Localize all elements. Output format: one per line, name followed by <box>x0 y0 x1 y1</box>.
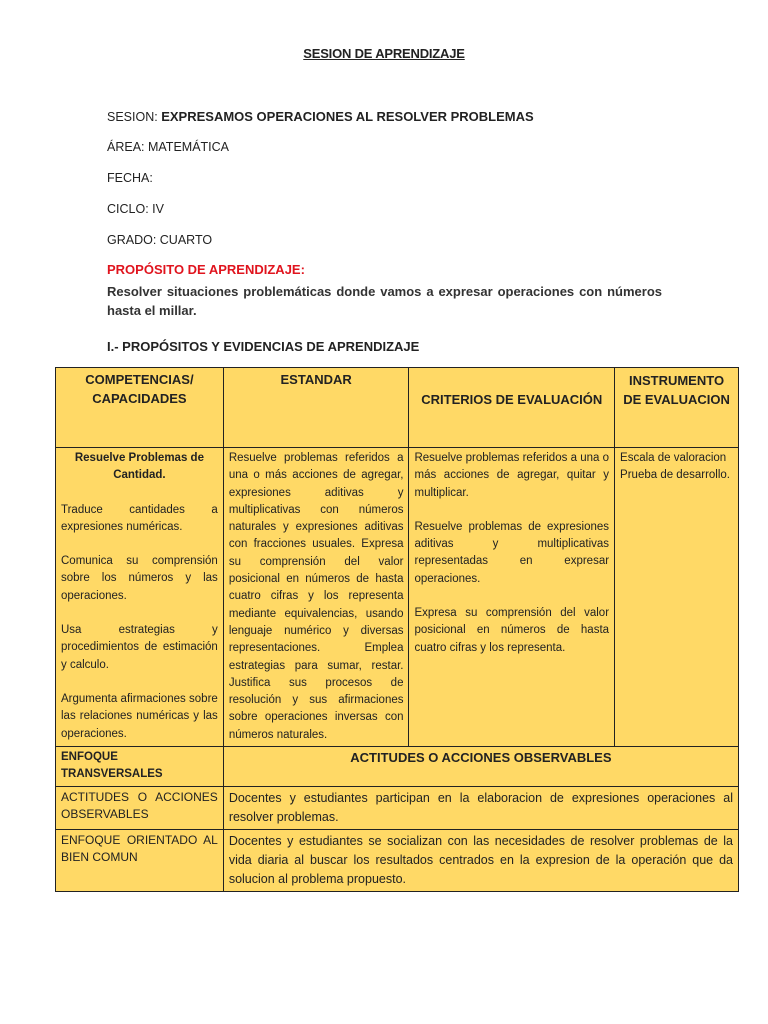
capacidad-item: Traduce cantidades a expresiones numéricas. <box>61 503 218 533</box>
instrumento-item: Prueba de desarrollo. <box>620 469 731 482</box>
table-row <box>56 448 739 747</box>
header-criterios: CRITERIOS DE EVALUACIÓN <box>409 368 615 448</box>
competencia-title: Resuelve Problemas de Cantidad. <box>74 452 204 482</box>
ciclo-line: CICLO: IV <box>107 202 164 216</box>
header-estandar: ESTANDAR <box>223 368 409 448</box>
sesion-line <box>107 109 534 124</box>
table-header-row <box>56 368 739 448</box>
capacidad-item: Argumenta afirmaciones sobre las relaciones numéricas y las operaciones. <box>61 692 218 740</box>
enfoque-text: Docentes y estudiantes participan en la elaboracion de expresiones operaciones al resolver problemas. <box>223 786 738 829</box>
fecha-line: FECHA: <box>107 171 153 185</box>
criterio-item: Expresa su comprensión del valor posicional en números de hasta cuatro cifras y los representa. <box>414 607 610 654</box>
header-instrumento: INSTRUMENTO DE EVALUACION <box>615 368 739 448</box>
sesion-label: SESION: <box>107 110 158 124</box>
enfoque-label: ENFOQUE ORIENTADO AL BIEN COMUN <box>56 829 224 891</box>
sesion-value: EXPRESAMOS OPERACIONES AL RESOLVER PROBLEMAS <box>161 109 534 124</box>
proposito-text: Resolver situaciones problemáticas donde vamos a expresar operaciones con números hasta el millar. <box>107 284 662 318</box>
enfoque-header-row <box>56 747 739 787</box>
estandar-cell: Resuelve problemas referidos a una o más acciones de agregar, expresiones aditivas y multiplicativas con números naturales y expresiones aditivas con fracciones usuales. Expresa su comprensión del valor posicional en números de hasta cuatro cifras y los representa mediante equivalencias, usando lenguaje numérico y diversas representaciones. Emplea estrategias para sumar, restar. Justifica sus procesos de resolución y sus afirmaciones sobre operaciones inversas con números naturales. <box>223 448 409 747</box>
enfoque-row <box>56 786 739 829</box>
area-line: ÁREA: MATEMÁTICA <box>107 140 230 154</box>
criterio-item: Resuelve problemas referidos a una o más acciones de agregar, quitar y multiplicar. <box>414 452 610 499</box>
document-title: SESION DE APRENDIZAJE <box>303 46 465 61</box>
enfoque-header-right: ACTITUDES O ACCIONES OBSERVABLES <box>223 747 738 787</box>
instrumento-cell <box>615 448 739 747</box>
capacidad-item: Usa estrategias y procedimientos de estimación y calculo. <box>61 624 218 671</box>
proposito-label: PROPÓSITO DE APRENDIZAJE: <box>107 262 305 277</box>
enfoque-header-left: ENFOQUE TRANSVERSALES <box>56 747 224 787</box>
enfoque-label: ACTITUDES O ACCIONES OBSERVABLES <box>56 786 224 829</box>
instrumento-item: Escala de valoracion <box>620 452 727 464</box>
evidence-table <box>55 367 739 892</box>
section-title: I.- PROPÓSITOS Y EVIDENCIAS DE APRENDIZAJE <box>107 339 420 354</box>
grado-line: GRADO: CUARTO <box>107 233 213 247</box>
competencias-cell <box>56 448 224 747</box>
criterios-cell <box>409 448 615 747</box>
header-competencias: COMPETENCIAS/ CAPACIDADES <box>56 368 224 448</box>
enfoque-row <box>56 829 739 891</box>
enfoque-text: Docentes y estudiantes se socializan con las necesidades de resolver problemas de la vida diaria al buscar los resultados centrados en la expresion de la operación que da solucion al problema propuesto. <box>223 829 738 891</box>
criterio-item: Resuelve problemas de expresiones aditivas y multiplicativas representadas en expresar operaciones. <box>414 520 610 585</box>
capacidad-item: Comunica su comprensión sobre los números y las operaciones. <box>61 555 218 602</box>
